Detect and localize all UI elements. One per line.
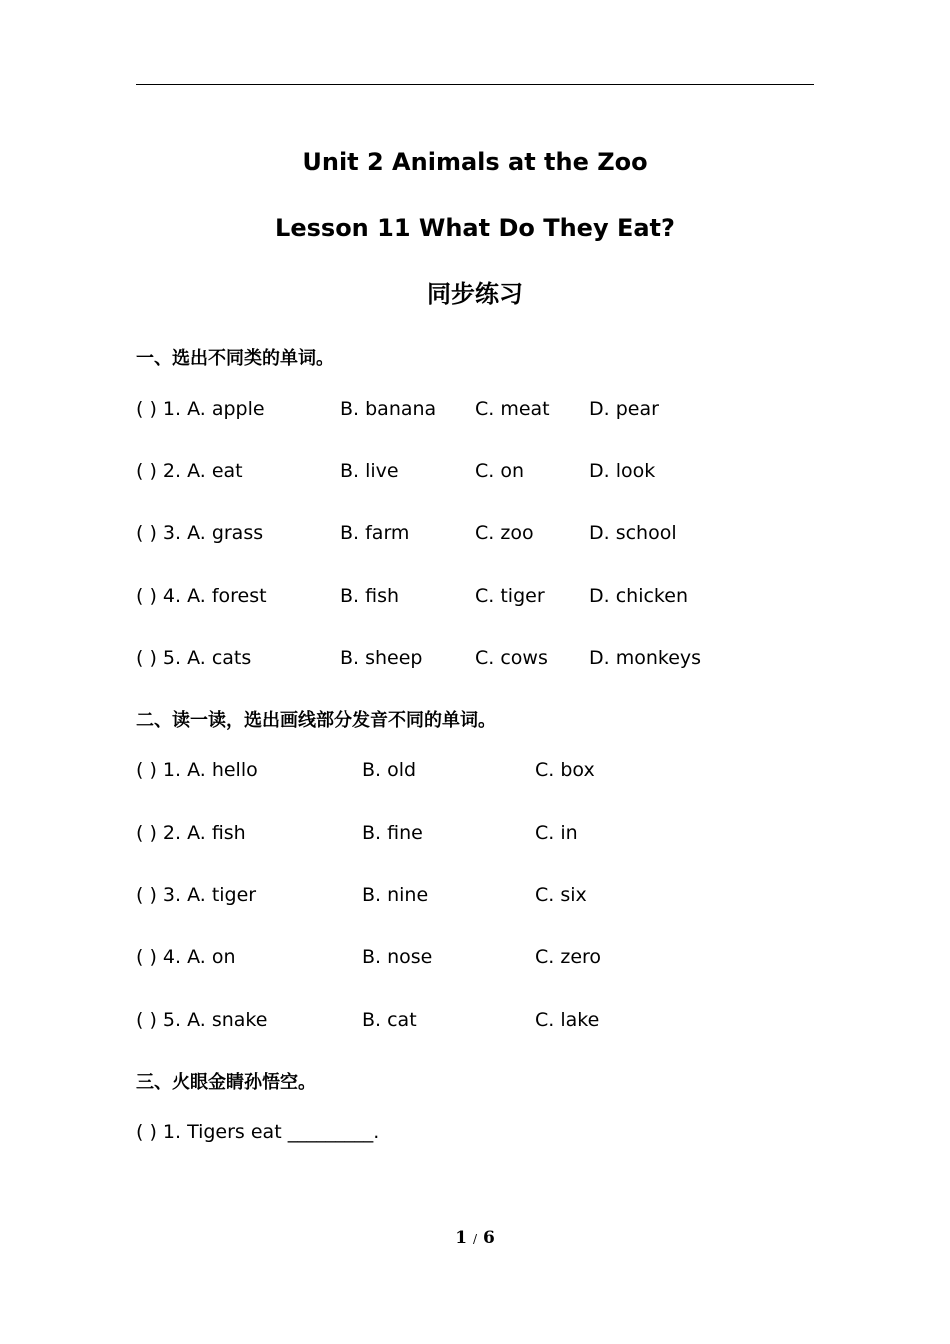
question-number-option-a: ( ) 3. A. grass [136, 522, 264, 544]
option-c: C. zoo [475, 522, 534, 544]
question-number-option-a: ( ) 5. A. cats [136, 647, 252, 669]
section-2-question-5 [0, 1006, 950, 1034]
page-separator: / [472, 1232, 478, 1246]
question-number-option-a: ( ) 4. A. on [136, 946, 236, 968]
option-b: B. fish [340, 585, 400, 607]
option-b: B. farm [340, 522, 410, 544]
option-b: B. sheep [340, 647, 423, 669]
page-number [0, 1227, 950, 1250]
option-d: D. chicken [589, 585, 688, 607]
header-rule [136, 84, 814, 85]
section-1-question-3 [0, 519, 950, 547]
section-3-question-1 [0, 1118, 950, 1146]
question-number-option-a: ( ) 5. A. snake [136, 1009, 268, 1031]
section-3-heading: 三、火眼金睛孙悟空。 [136, 1072, 316, 1093]
section-2-question-4 [0, 943, 950, 971]
option-b: B. old [362, 759, 417, 781]
question-number-option-a: ( ) 1. A. hello [136, 759, 258, 781]
section-1-heading: 一、选出不同类的单词。 [136, 348, 334, 369]
option-c: C. six [535, 884, 587, 906]
option-b: B. nine [362, 884, 429, 906]
option-b: B. fine [362, 822, 423, 844]
question-number-option-a: ( ) 3. A. tiger [136, 884, 257, 906]
option-c: C. in [535, 822, 578, 844]
section-2-heading: 二、读一读，选出画线部分发音不同的单词。 [136, 710, 496, 731]
question-text: ( ) 1. Tigers eat _________. [136, 1121, 380, 1143]
option-c: C. meat [475, 398, 550, 420]
option-b: B. banana [340, 398, 437, 420]
option-b: B. nose [362, 946, 433, 968]
option-d: D. monkeys [589, 647, 702, 669]
question-number-option-a: ( ) 4. A. forest [136, 585, 267, 607]
current-page: 1 [455, 1228, 468, 1248]
lesson-title: Lesson 11 What Do They Eat? [275, 214, 675, 242]
section-2-question-2 [0, 819, 950, 847]
total-pages: 6 [482, 1228, 495, 1248]
option-c: C. box [535, 759, 595, 781]
option-c: C. zero [535, 946, 602, 968]
section-1-question-4 [0, 582, 950, 610]
section-1-question-5 [0, 644, 950, 672]
option-d: D. pear [589, 398, 659, 420]
option-b: B. live [340, 460, 399, 482]
section-1-question-1 [0, 395, 950, 423]
unit-title: Unit 2 Animals at the Zoo [302, 148, 648, 176]
section-2-question-3 [0, 881, 950, 909]
option-b: B. cat [362, 1009, 417, 1031]
option-c: C. lake [535, 1009, 600, 1031]
option-d: D. look [589, 460, 656, 482]
practice-title: 同步练习 [427, 280, 523, 308]
option-c: C. tiger [475, 585, 545, 607]
question-number-option-a: ( ) 2. A. fish [136, 822, 246, 844]
question-number-option-a: ( ) 2. A. eat [136, 460, 243, 482]
option-c: C. on [475, 460, 525, 482]
section-1-question-2 [0, 457, 950, 485]
question-number-option-a: ( ) 1. A. apple [136, 398, 265, 420]
option-d: D. school [589, 522, 677, 544]
option-c: C. cows [475, 647, 548, 669]
section-2-question-1 [0, 756, 950, 784]
